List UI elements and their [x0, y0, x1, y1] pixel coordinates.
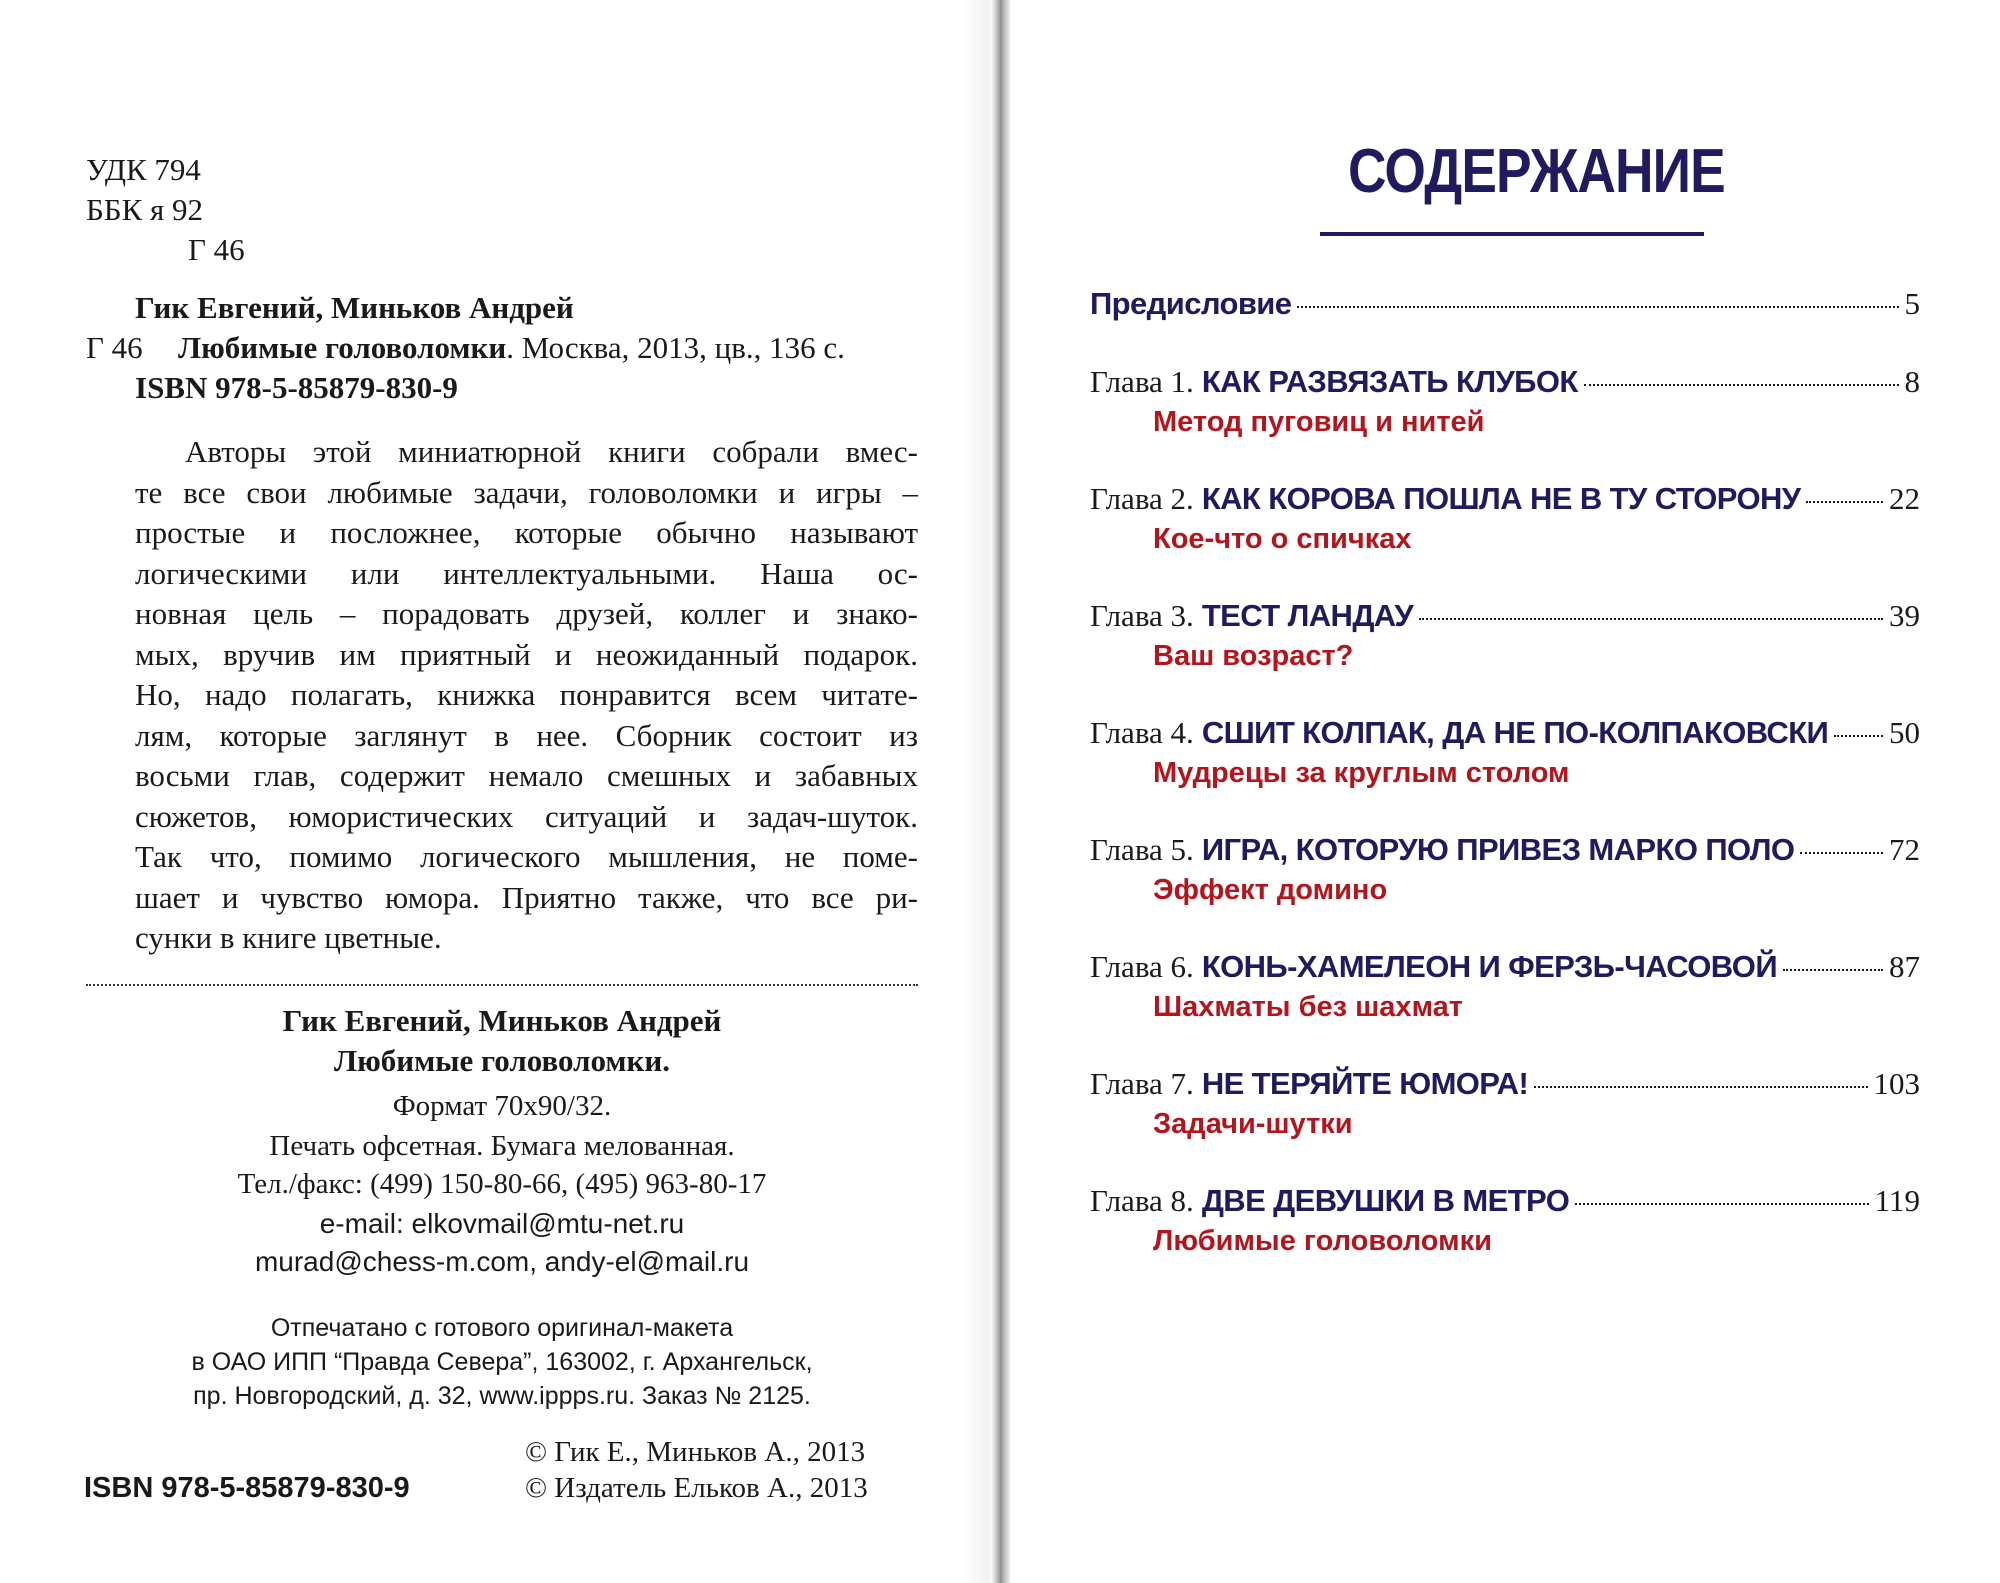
dot-leader [1800, 852, 1883, 854]
chapter-title: ДВЕ ДЕВУШКИ В МЕТРО [1201, 1183, 1570, 1218]
chapter-label: Глава 4. [1090, 715, 1194, 750]
page-number: 22 [1889, 481, 1920, 516]
abstract-line: Так что, помимо логического мышления, не поме- [135, 839, 918, 874]
imprint-email: e-mail: elkovmail@mtu-net.ru [319, 1208, 685, 1239]
abstract-line: восьми глав, содержит немало смешных и забавных [135, 758, 918, 793]
dot-leader [1806, 501, 1883, 503]
abstract-line: простые и посложнее, которые обычно называют [135, 515, 918, 550]
page-shadow [960, 0, 990, 1583]
printer-line: Отпечатано с готового оригинал-макета [270, 1314, 734, 1342]
biblio-code: Г 46 [86, 330, 143, 365]
page-number: 72 [1889, 832, 1920, 867]
isbn-top: ISBN 978-5-85879-830-9 [135, 370, 458, 405]
toc-entry-chapter-4[interactable] [1090, 715, 1920, 751]
biblio-details: . Москва, 2013, цв., 136 с. [506, 330, 845, 365]
toc-entry-preface[interactable] [1090, 286, 1920, 322]
contents-title: СОДЕРЖАНИЕ [1348, 137, 1725, 206]
toc-entry-chapter-8[interactable] [1090, 1183, 1920, 1219]
abstract-line: Авторы этой миниатюрной книги собрали вмес- [185, 434, 918, 469]
authors-heading: Гик Евгений, Миньков Андрей [135, 290, 574, 325]
toc-entry-chapter-7[interactable] [1090, 1066, 1920, 1102]
left-page [0, 0, 990, 1583]
copyright-publisher: © Издатель Ельков А., 2013 [525, 1472, 868, 1504]
page-number: 8 [1904, 364, 1920, 399]
bibliographic-record [86, 330, 845, 366]
chapter-label: Глава 7. [1090, 1066, 1194, 1101]
imprint-print: Печать офсетная. Бумага мелованная. [269, 1130, 735, 1162]
toc-entry-chapter-6[interactable] [1090, 949, 1920, 985]
toc-entry-chapter-2[interactable] [1090, 481, 1920, 517]
chapter-label: Глава 6. [1090, 949, 1194, 984]
right-page [1010, 0, 2000, 1583]
preface-title: Предисловие [1090, 286, 1292, 321]
isbn-bottom: ISBN 978-5-85879-830-9 [84, 1472, 410, 1504]
abstract-line: сюжетов, юмористических ситуаций и задач-шуток. [135, 798, 918, 834]
chapter-title: КОНЬ-ХАМЕЛЕОН И ФЕРЗЬ-ЧАСОВОЙ [1201, 949, 1778, 984]
chapter-label: Глава 2. [1090, 481, 1194, 516]
chapter-subtitle: Шахматы без шахмат [1153, 991, 1463, 1023]
abstract-line: сунки в книге цветные. [135, 920, 442, 955]
chapter-subtitle: Кое-что о спичках [1153, 523, 1412, 555]
dot-leader [1419, 618, 1883, 620]
abstract-line: те все свои любимые задачи, головоломки и игры – [135, 474, 918, 510]
chapter-subtitle: Задачи-шутки [1153, 1108, 1353, 1140]
chapter-title: КАК КОРОВА ПОШЛА НЕ В ТУ СТОРОНУ [1201, 481, 1801, 516]
chapter-subtitle: Ваш возраст? [1153, 640, 1354, 672]
bbk-code: ББК я 92 [86, 192, 204, 227]
page-number: 39 [1889, 598, 1920, 633]
chapter-subtitle: Эффект домино [1153, 874, 1388, 906]
dotted-divider [86, 984, 918, 986]
udk-code: УДК 794 [86, 152, 201, 187]
imprint-title: Любимые головоломки. [333, 1043, 670, 1078]
imprint-authors: Гик Евгений, Миньков Андрей [282, 1003, 722, 1038]
dot-leader [1584, 384, 1899, 386]
dot-leader [1297, 306, 1898, 308]
chapter-label: Глава 8. [1090, 1183, 1194, 1218]
page-number: 5 [1904, 286, 1920, 321]
dot-leader [1834, 735, 1883, 737]
abstract-line: Но, надо полагать, книжка понравится всем читате- [135, 677, 918, 712]
imprint-phone: Тел./факс: (499) 150-80-66, (495) 963-80-17 [237, 1168, 767, 1200]
printer-line: пр. Новгородский, д. 32, www.ippps.ru. Заказ № 2125. [193, 1382, 811, 1410]
chapter-subtitle: Любимые головоломки [1153, 1225, 1492, 1257]
abstract-line: лям, которые заглянут в нее. Сборник состоит из [135, 717, 918, 753]
toc-entry-chapter-5[interactable] [1090, 832, 1920, 868]
author-mark: Г 46 [188, 232, 245, 267]
chapter-title: КАК РАЗВЯЗАТЬ КЛУБОК [1201, 364, 1578, 399]
chapter-label: Глава 3. [1090, 598, 1194, 633]
page-number: 119 [1874, 1183, 1920, 1218]
chapter-subtitle: Мудрецы за круглым столом [1153, 757, 1570, 789]
dot-leader [1534, 1086, 1867, 1088]
copyright-authors: © Гик Е., Миньков А., 2013 [525, 1436, 866, 1468]
imprint-format: Формат 70х90/32. [392, 1090, 612, 1122]
abstract-line: новная цель – порадовать друзей, коллег и знако- [135, 596, 918, 631]
imprint-email-extra: murad@chess-m.com, andy-el@mail.ru [254, 1246, 750, 1277]
page-number: 87 [1889, 949, 1920, 984]
biblio-title: Любимые головоломки [178, 330, 507, 365]
title-underline [1320, 232, 1704, 236]
chapter-label: Глава 5. [1090, 832, 1194, 867]
dot-leader [1575, 1203, 1868, 1205]
abstract-line: мых, вручив им приятный и неожиданный подарок. [135, 636, 918, 672]
printer-line: в ОАО ИПП “Правда Севера”, 163002, г. Архангельск, [191, 1348, 813, 1376]
abstract-line: шает и чувство юмора. Приятно также, что все ри- [135, 879, 918, 915]
book-gutter [990, 0, 1010, 1583]
abstract-paragraph [135, 432, 918, 959]
page-number: 50 [1889, 715, 1920, 750]
chapter-label: Глава 1. [1090, 364, 1194, 399]
toc-entry-chapter-1[interactable] [1090, 364, 1920, 400]
abstract-line: логическими или интеллектуальными. Наша ос- [135, 555, 918, 591]
chapter-title: СШИТ КОЛПАК, ДА НЕ ПО-КОЛПАКОВСКИ [1201, 715, 1829, 750]
page-number: 103 [1873, 1066, 1920, 1101]
toc-entry-chapter-3[interactable] [1090, 598, 1920, 634]
chapter-subtitle: Метод пуговиц и нитей [1153, 406, 1485, 438]
dot-leader [1783, 969, 1883, 971]
chapter-title: НЕ ТЕРЯЙТЕ ЮМОРА! [1201, 1066, 1529, 1101]
chapter-title: ИГРА, КОТОРУЮ ПРИВЕЗ МАРКО ПОЛО [1201, 832, 1795, 867]
chapter-title: ТЕСТ ЛАНДАУ [1201, 598, 1414, 633]
